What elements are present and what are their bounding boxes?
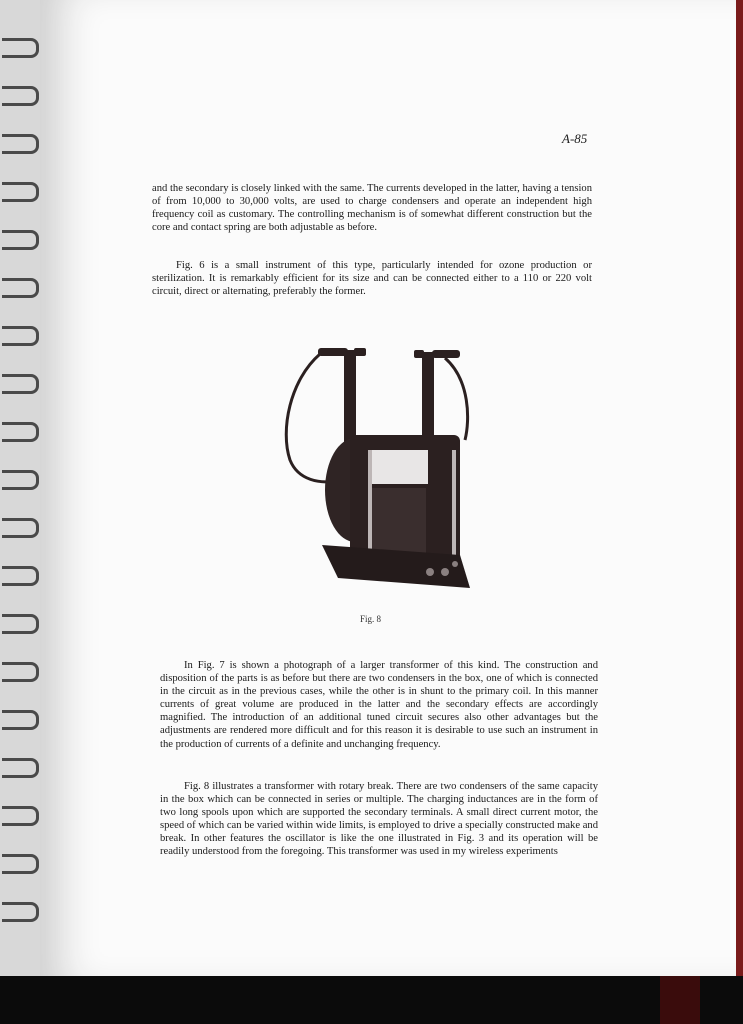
background-surface	[0, 976, 743, 1024]
background-surface-accent	[660, 976, 700, 1024]
paragraph: and the secondary is closely linked with the same. The currents developed in the latter, having a tension of from 10,000 to 30,000 volts, are used to charge condensers and operate an independent high frequency coil as customary. The controlling mechanism is of somewhat different construction but the core and contact spring are both adjustable as before.	[152, 183, 592, 234]
page-edge	[736, 0, 743, 976]
binding-ring	[2, 710, 39, 730]
transformer-photo	[280, 340, 500, 600]
binding-ring	[2, 614, 39, 634]
binding-ring	[2, 470, 39, 490]
page-number: A-85	[562, 131, 588, 146]
binding-ring	[2, 518, 39, 538]
binding-ring	[2, 374, 39, 394]
binding-ring	[2, 806, 39, 826]
binding-ring	[2, 902, 39, 922]
paragraph: Fig. 8 illustrates a transformer with rotary break. There are two condensers of the same capacity in the box which can be connected in series or multiple. The charging inductances are in the form of two long spools upon which are supported the secondary terminals. A small direct current motor, the speed of which can be varied within wide limits, is employed to drive a specially constructed make and break. In other features the oscillator is like the one illustrated in Fig. 3 and its operation will be readily understood from the foregoing. This transformer was used in my wireless experiments	[160, 781, 598, 858]
paragraph: In Fig. 7 is shown a photograph of a larger transformer of this kind. The construction and disposition of the parts is as before but there are two condensers in the box, one of which is connected in the circuit as in the previous cases, while the other is in shunt to the primary coil. In this manner currents of great volume are produced in the latter and the secondary effects are accordingly magnified. The introduction of an additional tuned circuit secures also other advantages but the adjustments are rendered more difficult and for this reason it is desirable to use such an instrument in the production of currents of a definite and unchanging frequency.	[160, 660, 598, 750]
binding-ring	[2, 326, 39, 346]
binding-ring	[2, 182, 39, 202]
binding-ring	[2, 422, 39, 442]
binding-ring	[2, 38, 39, 58]
binding-ring	[2, 662, 39, 682]
figure-caption: Fig. 8	[360, 614, 382, 624]
binding-ring	[2, 134, 39, 154]
binding-ring	[2, 566, 39, 586]
binding-ring	[2, 854, 39, 874]
binding-ring	[2, 230, 39, 250]
binding-ring	[2, 86, 39, 106]
binding-ring	[2, 278, 39, 298]
binding-ring	[2, 758, 39, 778]
paragraph: Fig. 6 is a small instrument of this type, particularly intended for ozone production or sterilization. It is remarkably efficient for its size and can be connected either to a 110 or 220 volt circuit, direct or alternating, preferably the former.	[152, 260, 592, 298]
